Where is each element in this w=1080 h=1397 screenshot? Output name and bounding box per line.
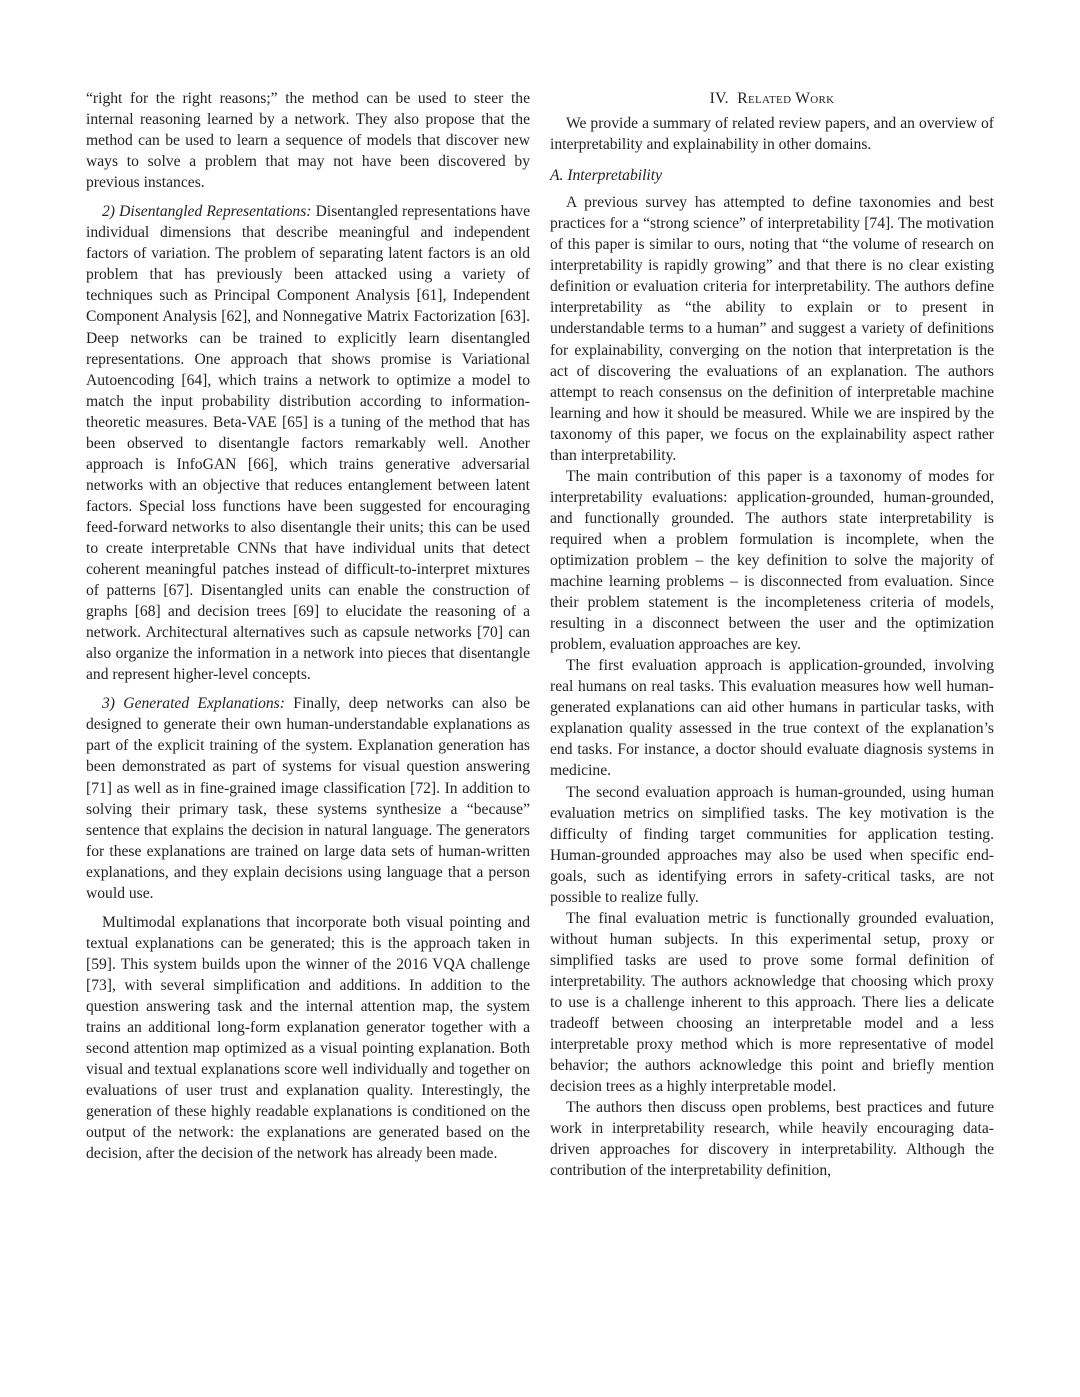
- subsection-heading: 3) Generated Explanations:: [102, 695, 285, 713]
- paragraph: A previous survey has attempted to define taxonomies and best practices for a “strong science” of interpretability [74]. The motivation of this paper is similar to ours, noting that “the volume of research on interpretability is rapidly growing” and that there is no clear existing definition or evaluation criteria for interpretability. The authors define interpretability as “the ability to explain or to present in understandable terms to a human” and suggest a variety of definitions for explainability, converging on the notion that interpretation is the act of discovering the evaluations of an explanation. The authors attempt to reach consensus on the definition of interpretable machine learning and how it should be measured. While we are inspired by the taxonomy of this paper, we focus on the explainability aspect rather than interpretability.: [550, 194, 994, 464]
- paragraph: We provide a summary of related review papers, and an overview of interpretability and explainability in other domains.: [550, 115, 994, 154]
- paragraph: The first evaluation approach is application-grounded, involving real humans on real tasks. This evaluation measures how well human-generated explanations can aid other humans in particular tasks, with explanation quality assessed in the true context of the explanation’s end tasks. For instance, a doctor should evaluate diagnosis systems in medicine.: [550, 657, 994, 780]
- paragraph: Multimodal explanations that incorporate both visual pointing and textual explanations can be generated; this is the approach taken in [59]. This system builds upon the winner of the 2016 VQA challenge [73], with several simplification and additions. In addition to the question answering task and the internal attention map, the system trains an additional long-form explanation generator together with a second attention map optimized as a visual pointing explanation. Both visual and textual explanations score well individually and together on evaluations of user trust and explanation quality. Interestingly, the generation of these highly readable explanations is conditioned on the output of the network: the explanations are generated based on the decision, after the decision of the network has already been made.: [86, 913, 530, 1163]
- paragraph: [86, 693, 530, 903]
- section-title: Related Work: [737, 90, 835, 107]
- subsection-heading: 2) Disentangled Representations:: [102, 203, 312, 221]
- paragraph: [86, 201, 530, 685]
- paragraph-text: Disentangled representations have individual dimensions that describe meaningful and independent factors of variation. The problem of separating latent factors is an old problem that has previously been attacked using a variety of techniques such as Principal Component Analysis [61], Independent Component Analysis [62], and Nonnegative Matrix Factorization [63]. Deep networks can be trained to explicitly learn disentangled representations. One approach that shows promise is Variational Autoencoding [64], which trains a network to optimize a model to match the input probability distribution according to information-theoretic measures. Beta-VAE [65] is a tuning of the method that has been observed to disentangle factors remarkably well. Another approach is InfoGAN [66], which trains generative adversarial networks with an objective that reduces entanglement between latent factors. Special loss functions have been suggested for encouraging feed-forward networks to also disentangle their units; this can be used to create interpretable CNNs that have individual units that detect coherent meaningful patches instead of difficult-to-interpret mixtures of patterns [67]. Disentangled units can enable the construction of graphs [68] and decision trees [69] to elucidate the reasoning of a network. Architectural alternatives such as capsule networks [70] can also organize the information in a network into pieces that disentangle and represent higher-level concepts.: [86, 203, 531, 684]
- paragraph: The main contribution of this paper is a taxonomy of modes for interpretability evaluations: application-grounded, human-grounded, and functionally grounded. The authors state interpretability is required when a problem formulation is incomplete, when the optimization problem – the key definition to solve the majority of machine learning problems – is disconnected from evaluation. Since their problem statement is the incompleteness criteria of models, resulting in a disconnect between the user and the optimization problem, evaluation approaches are key.: [550, 467, 994, 654]
- section-number: IV.: [709, 90, 729, 107]
- paragraph: The second evaluation approach is human-grounded, using human evaluation metrics on simplified tasks. The key motivation is the difficulty of finding target communities for application testing. Human-grounded approaches may also be used when specific end-goals, such as identifying errors in safety-critical tasks, are not possible to realize fully.: [550, 783, 994, 906]
- right-column: [550, 88, 994, 1181]
- left-column: [86, 88, 530, 1172]
- paragraph: The final evaluation metric is functionally grounded evaluation, without human subjects. In this experimental setup, proxy or simplified tasks are used to prove some formal definition of interpretability. The authors acknowledge that choosing which proxy to use is a challenge inherent to this approach. There lies a delicate tradeoff between choosing an interpretable model and a less interpretable proxy method which is more representative of model behavior; the authors acknowledge this point and briefly mention decision trees as a highly interpretable model.: [550, 909, 994, 1096]
- subsection-heading: A. Interpretability: [550, 167, 663, 185]
- paragraph: The authors then discuss open problems, best practices and future work in interpretability research, while heavily encouraging data-driven approaches for discovery in interpretability. Although the contribution of the interpretability definition,: [550, 1099, 994, 1180]
- section-heading: [550, 88, 994, 109]
- paragraph-text: Finally, deep networks can also be designed to generate their own human-understandable explanations as part of the explicit training of the system. Explanation generation has been demonstrated as part of systems for visual question answering [71] as well as in fine-grained image classification [72]. In addition to solving their primary task, these systems synthesize a “because” sentence that explains the decision in natural language. The generators for these explanations are trained on large data sets of human-written explanations, and they explain decisions using language that a person would use.: [86, 695, 530, 902]
- paragraph: “right for the right reasons;” the method can be used to steer the internal reasoning learned by a network. They also propose that the method can be used to learn a sequence of models that discover new ways to solve a problem that may not have been discovered by previous instances.: [86, 90, 530, 192]
